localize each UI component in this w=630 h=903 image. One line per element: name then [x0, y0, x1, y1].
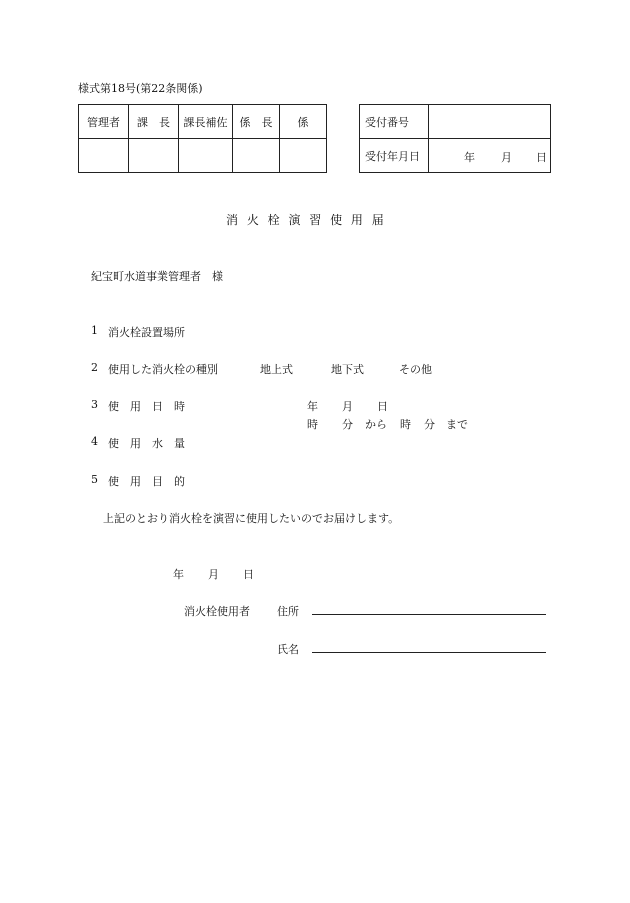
applicant-role: 消火栓使用者 — [184, 605, 250, 618]
approval-header-staff: 係 — [280, 105, 327, 139]
usage-time-minute: 分 — [342, 418, 353, 431]
item-4-label: 使 用 水 量 — [108, 437, 185, 450]
receipt-number-field[interactable] — [429, 105, 551, 139]
item-5-number: 5 — [91, 473, 98, 486]
hydrant-type-underground[interactable]: 地下式 — [331, 363, 364, 376]
approval-header-section-chief: 課 長 — [129, 105, 179, 139]
address-label: 住所 — [277, 605, 299, 618]
address-input-line[interactable] — [312, 614, 546, 615]
addressee: 紀宝町水道事業管理者 様 — [91, 270, 223, 283]
submission-date-month: 月 — [208, 568, 219, 581]
approval-header-deputy-chief: 課長補佐 — [179, 105, 233, 139]
approval-stamp-cell[interactable] — [79, 139, 129, 173]
receipt-date-day: 日 — [536, 151, 547, 164]
receipt-date-row — [360, 139, 551, 173]
usage-time-hour-end: 時 — [400, 418, 411, 431]
usage-time-minute-end: 分 — [424, 418, 435, 431]
approval-stamp-row — [79, 139, 327, 173]
item-2-number: 2 — [91, 361, 98, 374]
approval-header-manager: 管理者 — [79, 105, 129, 139]
receipt-number-row — [360, 105, 551, 139]
usage-date-year: 年 — [307, 400, 318, 413]
usage-time-until: まで — [446, 418, 468, 431]
usage-date-day: 日 — [377, 400, 388, 413]
approval-stamp-cell[interactable] — [233, 139, 280, 173]
name-input-line[interactable] — [312, 652, 546, 653]
usage-date-month: 月 — [342, 400, 353, 413]
submission-date-day: 日 — [243, 568, 254, 581]
item-3-label: 使 用 日 時 — [108, 400, 185, 413]
approval-stamp-cell[interactable] — [129, 139, 179, 173]
receipt-date-label: 受付年月日 — [360, 139, 429, 173]
approval-header-unit-chief: 係 長 — [233, 105, 280, 139]
receipt-number-label: 受付番号 — [360, 105, 429, 139]
statement: 上記のとおり消火栓を演習に使用したいのでお届けします。 — [103, 512, 400, 525]
receipt-date-month: 月 — [501, 151, 512, 164]
hydrant-type-above-ground[interactable]: 地上式 — [260, 363, 293, 376]
approval-table — [78, 104, 327, 173]
receipt-date-field[interactable] — [429, 139, 551, 173]
item-3-number: 3 — [91, 398, 98, 411]
usage-time-from: から — [365, 418, 387, 431]
submission-date-year: 年 — [173, 568, 184, 581]
receipt-table — [359, 104, 551, 173]
item-1-number: 1 — [91, 324, 98, 337]
approval-stamp-cell[interactable] — [179, 139, 233, 173]
approval-header-row — [79, 105, 327, 139]
item-1-label: 消火栓設置場所 — [108, 326, 185, 339]
form-number: 様式第18号(第22条関係) — [78, 82, 203, 95]
item-2-label: 使用した消火栓の種別 — [108, 363, 218, 376]
hydrant-type-other[interactable]: その他 — [399, 363, 432, 376]
item-5-label: 使 用 目 的 — [108, 475, 185, 488]
approval-stamp-cell[interactable] — [280, 139, 327, 173]
usage-time-hour: 時 — [307, 418, 318, 431]
name-label: 氏名 — [277, 643, 299, 656]
receipt-date-year: 年 — [464, 151, 475, 164]
item-4-number: 4 — [91, 435, 98, 448]
form-title: 消 火 栓 演 習 使 用 届 — [226, 213, 384, 227]
